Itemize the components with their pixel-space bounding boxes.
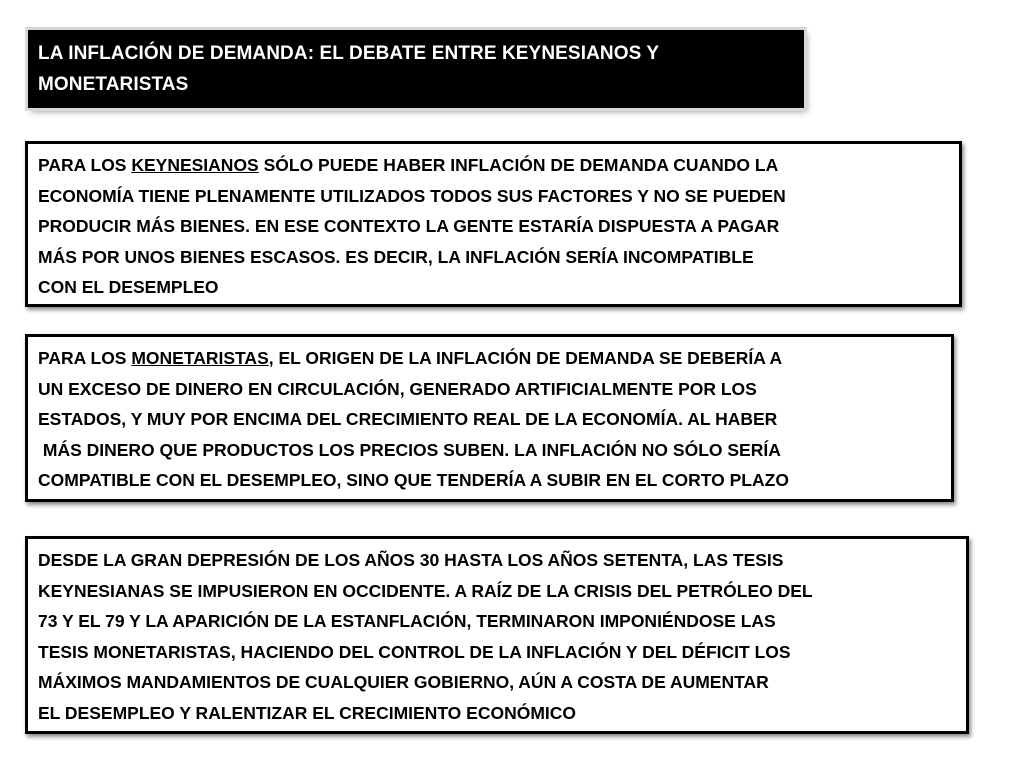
historia-text-box	[25, 536, 969, 734]
historia-line-6: EL DESEMPLEO Y RALENTIZAR EL CRECIMIENTO ECONÓMICO	[38, 702, 577, 723]
slide-title-line-2: MONETARISTAS	[38, 73, 189, 95]
historia-line-1: DESDE LA GRAN DEPRESIÓN DE LOS AÑOS 30 HASTA LOS AÑOS SETENTA, LAS TESIS	[38, 550, 784, 570]
keynesianos-line-5: CON EL DESEMPLEO	[38, 277, 219, 297]
historia-line-3: 73 Y EL 79 Y LA APARICIÓN DE LA ESTANFLACIÓN, TERMINARON IMPONIÉNDOSE LAS	[38, 611, 776, 631]
historia-line-2: KEYNESIANAS SE IMPUSIERON EN OCCIDENTE. A RAÍZ DE LA CRISIS DEL PETRÓLEO DEL	[38, 580, 813, 601]
monetaristas-line-5: COMPATIBLE CON EL DESEMPLEO, SINO QUE TENDERÍA A SUBIR EN EL CORTO PLAZO	[38, 470, 789, 490]
keynesianos-line-1-prefix: PARA LOS	[38, 155, 132, 175]
monetaristas-line-1-prefix: PARA LOS	[38, 348, 132, 368]
slide-title	[28, 30, 804, 108]
monetaristas-line-1-suffix: , EL ORIGEN DE LA INFLACIÓN DE DEMANDA SE DEBERÍA A	[268, 348, 783, 368]
monetaristas-keyword: MONETARISTAS	[131, 348, 269, 368]
keynesianos-line-1-suffix: SÓLO PUEDE HABER INFLACIÓN DE DEMANDA CUANDO LA	[258, 155, 779, 175]
monetaristas-line-4: MÁS DINERO QUE PRODUCTOS LOS PRECIOS SUBEN. LA INFLACIÓN NO SÓLO SERÍA	[38, 439, 781, 460]
keynesianos-line-4: MÁS POR UNOS BIENES ESCASOS. ES DECIR, LA INFLACIÓN SERÍA INCOMPATIBLE	[38, 246, 754, 267]
keynesianos-line-3: PRODUCIR MÁS BIENES. EN ESE CONTEXTO LA GENTE ESTARÍA DISPUESTA A PAGAR	[38, 216, 780, 236]
slide-title-line-1: LA INFLACIÓN DE DEMANDA: EL DEBATE ENTRE KEYNESIANOS Y	[38, 43, 660, 64]
monetaristas-line-2: UN EXCESO DE DINERO EN CIRCULACIÓN, GENERADO ARTIFICIALMENTE POR LOS	[38, 378, 757, 399]
monetaristas-text-box	[25, 334, 954, 502]
monetaristas-line-3: ESTADOS, Y MUY POR ENCIMA DEL CRECIMIENTO REAL DE LA ECONOMÍA. AL HABER	[38, 409, 778, 429]
keynesianos-line-1	[38, 150, 951, 181]
historia-line-5: MÁXIMOS MANDAMIENTOS DE CUALQUIER GOBIERNO, AÚN A COSTA DE AUMENTAR	[38, 672, 769, 692]
keynesianos-line-2: ECONOMÍA TIENE PLENAMENTE UTILIZADOS TODOS SUS FACTORES Y NO SE PUEDEN	[38, 185, 786, 206]
historia-line-4: TESIS MONETARISTAS, HACIENDO DEL CONTROL DE LA INFLACIÓN Y DEL DÉFICIT LOS	[38, 641, 791, 662]
keynesianos-text-box	[25, 141, 962, 307]
monetaristas-line-1	[38, 343, 943, 374]
keynesianos-keyword: KEYNESIANOS	[131, 155, 259, 175]
